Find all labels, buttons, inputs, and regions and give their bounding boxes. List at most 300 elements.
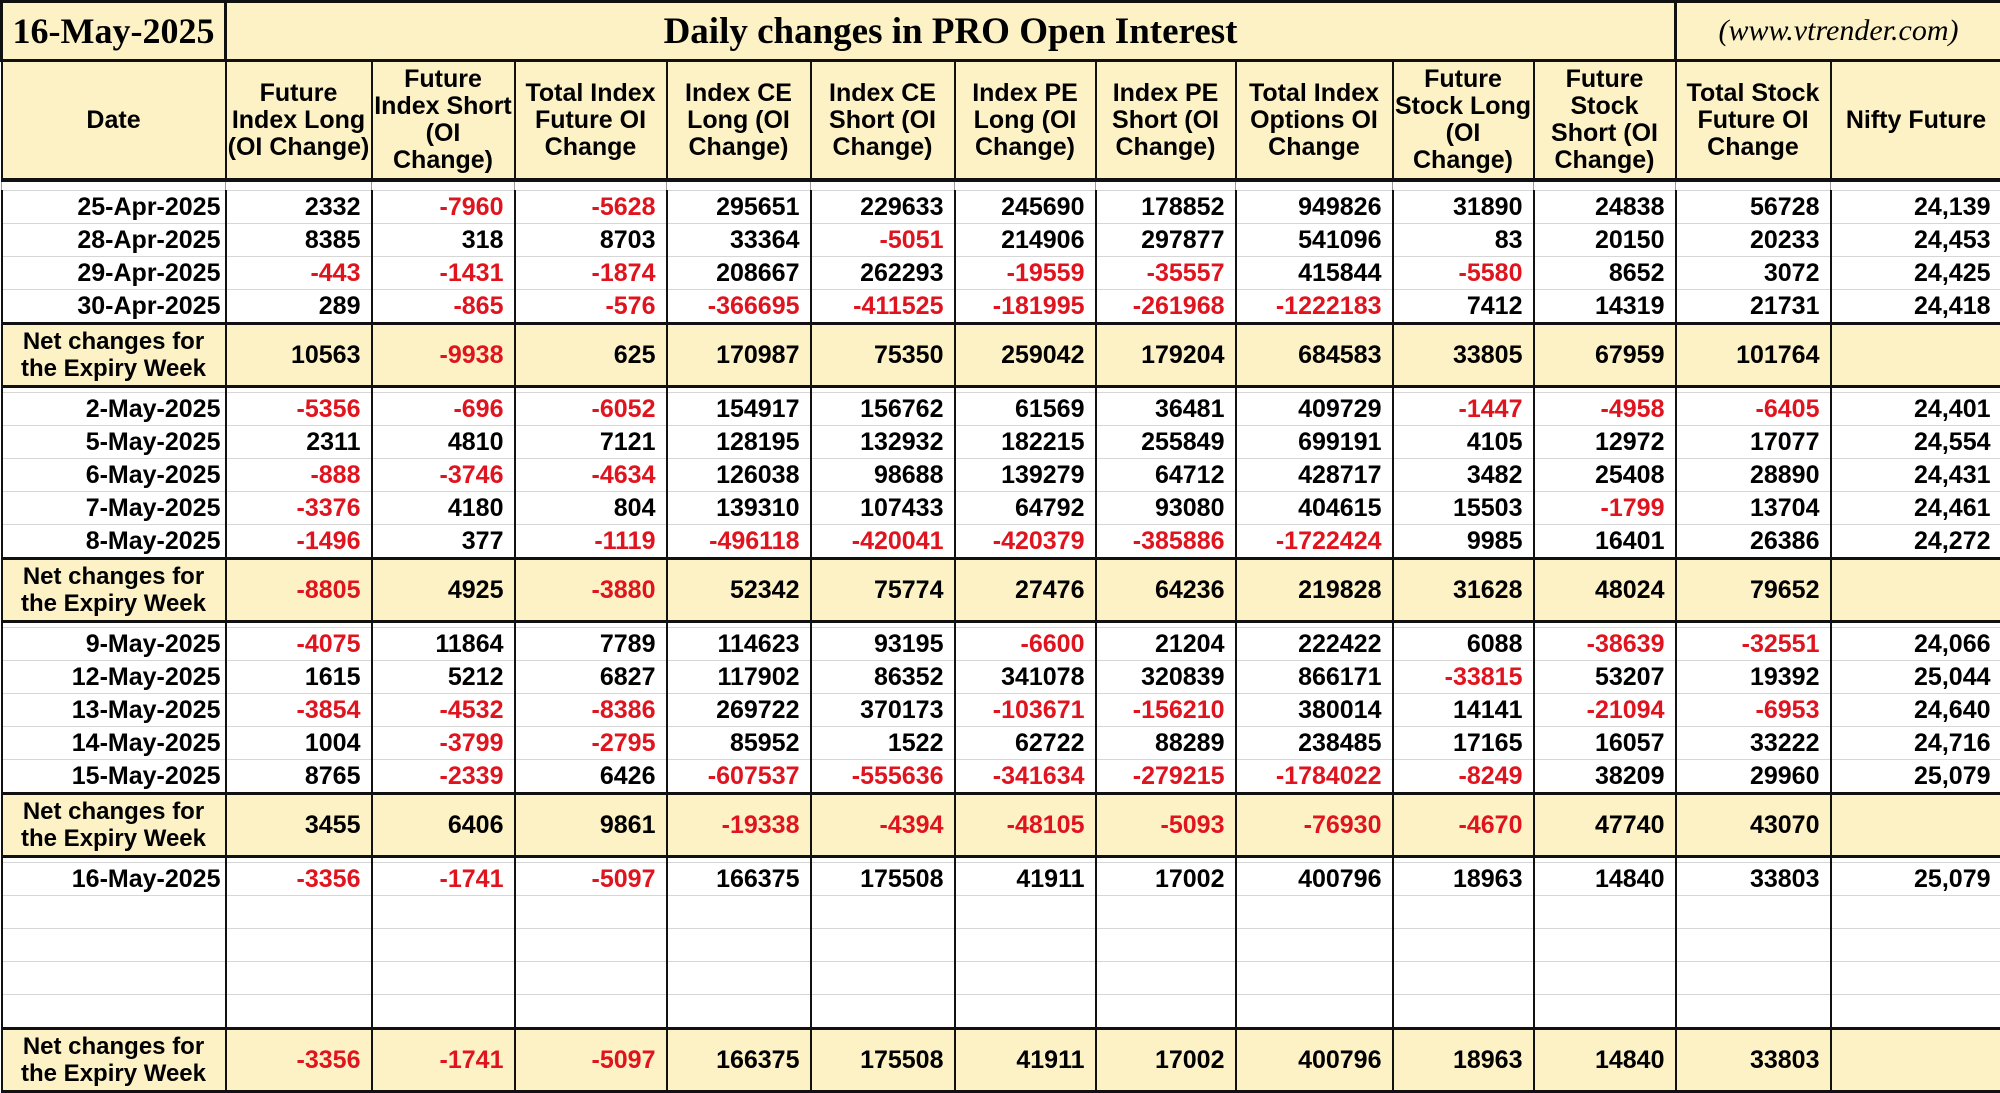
table-cell: -420379	[955, 525, 1096, 559]
table-cell: 24,461	[1831, 492, 2000, 525]
table-cell: 377	[372, 525, 515, 559]
net-change-cell: -8805	[226, 559, 372, 622]
net-change-cell: 4925	[372, 559, 515, 622]
empty-cell	[2, 929, 226, 962]
net-change-cell: 6406	[372, 794, 515, 857]
table-cell: -7960	[372, 191, 515, 224]
table-cell: -279215	[1096, 760, 1236, 794]
row-date: 6-May-2025	[2, 459, 226, 492]
empty-cell	[1831, 929, 2000, 962]
table-cell: -21094	[1534, 694, 1676, 727]
table-cell: 128195	[667, 426, 811, 459]
net-change-cell	[1831, 559, 2000, 622]
table-cell: 117902	[667, 661, 811, 694]
empty-cell	[1676, 995, 1831, 1029]
empty-cell	[372, 962, 515, 995]
table-cell: 13704	[1676, 492, 1831, 525]
table-cell: -35557	[1096, 257, 1236, 290]
table-cell: 24,418	[1831, 290, 2000, 324]
table-cell: 16057	[1534, 727, 1676, 760]
column-header: Total Index Options OI Change	[1236, 61, 1393, 181]
empty-cell	[372, 929, 515, 962]
empty-cell	[1393, 896, 1534, 929]
net-change-label: Net changes for the Expiry Week	[2, 324, 226, 387]
net-change-cell: 47740	[1534, 794, 1676, 857]
empty-cell	[226, 995, 372, 1029]
table-cell: 8385	[226, 224, 372, 257]
empty-cell	[1831, 962, 2000, 995]
table-cell: -103671	[955, 694, 1096, 727]
net-change-cell: 33803	[1676, 1029, 1831, 1092]
net-change-cell: 400796	[1236, 1029, 1393, 1092]
spacer-cell	[1393, 180, 1534, 191]
table-cell: -181995	[955, 290, 1096, 324]
table-cell: 20233	[1676, 224, 1831, 257]
table-cell: 18963	[1393, 863, 1534, 896]
empty-cell	[1096, 896, 1236, 929]
table-row	[2, 290, 2000, 324]
net-change-cell: 17002	[1096, 1029, 1236, 1092]
column-header: Future Index Short (OI Change)	[372, 61, 515, 181]
net-change-row	[2, 559, 2000, 622]
table-cell: -341634	[955, 760, 1096, 794]
table-row	[2, 426, 2000, 459]
table-cell: 53207	[1534, 661, 1676, 694]
net-change-cell: 18963	[1393, 1029, 1534, 1092]
table-cell: -1784022	[1236, 760, 1393, 794]
row-date: 30-Apr-2025	[2, 290, 226, 324]
table-cell: -5097	[515, 863, 667, 896]
table-cell: 229633	[811, 191, 955, 224]
table-cell: 3072	[1676, 257, 1831, 290]
table-cell: 33222	[1676, 727, 1831, 760]
row-date: 12-May-2025	[2, 661, 226, 694]
table-cell: 17077	[1676, 426, 1831, 459]
table-cell: -366695	[667, 290, 811, 324]
column-header: Date	[2, 61, 226, 181]
net-change-cell: 79652	[1676, 559, 1831, 622]
empty-cell	[1534, 896, 1676, 929]
table-cell: 14319	[1534, 290, 1676, 324]
table-cell: 370173	[811, 694, 955, 727]
table-row	[2, 863, 2000, 896]
row-date: 9-May-2025	[2, 628, 226, 661]
column-header: Future Index Long (OI Change)	[226, 61, 372, 181]
net-change-cell: 166375	[667, 1029, 811, 1092]
empty-cell	[1393, 995, 1534, 1029]
table-row	[2, 525, 2000, 559]
table-cell: -6600	[955, 628, 1096, 661]
table-cell: 25,079	[1831, 760, 2000, 794]
table-cell: 24,272	[1831, 525, 2000, 559]
net-change-cell: 179204	[1096, 324, 1236, 387]
spacer-cell	[955, 180, 1096, 191]
table-cell: 269722	[667, 694, 811, 727]
table-cell: -3376	[226, 492, 372, 525]
table-cell: 4105	[1393, 426, 1534, 459]
empty-cell	[955, 929, 1096, 962]
table-cell: 297877	[1096, 224, 1236, 257]
table-cell: 8703	[515, 224, 667, 257]
empty-cell	[1393, 962, 1534, 995]
table-cell: 24,453	[1831, 224, 2000, 257]
row-date: 14-May-2025	[2, 727, 226, 760]
table-cell: -696	[372, 393, 515, 426]
empty-row	[2, 962, 2000, 995]
spacer-cell	[226, 180, 372, 191]
table-cell: 98688	[811, 459, 955, 492]
table-cell: 24,431	[1831, 459, 2000, 492]
net-change-cell: -4394	[811, 794, 955, 857]
table-cell: 24,554	[1831, 426, 2000, 459]
table-cell: 83	[1393, 224, 1534, 257]
spacer-cell	[1236, 180, 1393, 191]
empty-cell	[1096, 929, 1236, 962]
table-cell: -865	[372, 290, 515, 324]
table-cell: 62722	[955, 727, 1096, 760]
net-change-cell: 67959	[1534, 324, 1676, 387]
table-cell: 24838	[1534, 191, 1676, 224]
table-cell: -156210	[1096, 694, 1236, 727]
table-cell: 6827	[515, 661, 667, 694]
spacer-cell	[1676, 180, 1831, 191]
table-cell: 29960	[1676, 760, 1831, 794]
net-change-cell: -5097	[515, 1029, 667, 1092]
table-cell: -1874	[515, 257, 667, 290]
table-cell: 38209	[1534, 760, 1676, 794]
table-cell: -4075	[226, 628, 372, 661]
column-header: Index CE Long (OI Change)	[667, 61, 811, 181]
table-cell: 93195	[811, 628, 955, 661]
net-change-cell: 75350	[811, 324, 955, 387]
table-row	[2, 661, 2000, 694]
table-cell: 17002	[1096, 863, 1236, 896]
table-row	[2, 257, 2000, 290]
table-cell: 24,716	[1831, 727, 2000, 760]
column-header: Future Stock Long (OI Change)	[1393, 61, 1534, 181]
table-cell: -1222183	[1236, 290, 1393, 324]
table-cell: 3482	[1393, 459, 1534, 492]
empty-cell	[515, 929, 667, 962]
empty-cell	[1096, 995, 1236, 1029]
empty-row	[2, 995, 2000, 1029]
empty-cell	[515, 896, 667, 929]
table-cell: -1119	[515, 525, 667, 559]
table-cell: -1799	[1534, 492, 1676, 525]
table-cell: 64792	[955, 492, 1096, 525]
table-cell: -1496	[226, 525, 372, 559]
table-cell: 24,139	[1831, 191, 2000, 224]
table-cell: -1722424	[1236, 525, 1393, 559]
table-cell: -888	[226, 459, 372, 492]
table-cell: 380014	[1236, 694, 1393, 727]
table-cell: 25408	[1534, 459, 1676, 492]
table-cell: -8386	[515, 694, 667, 727]
table-cell: 541096	[1236, 224, 1393, 257]
column-header: Index CE Short (OI Change)	[811, 61, 955, 181]
table-cell: -443	[226, 257, 372, 290]
table-cell: 8765	[226, 760, 372, 794]
table-cell: 318	[372, 224, 515, 257]
row-date: 29-Apr-2025	[2, 257, 226, 290]
table-cell: 866171	[1236, 661, 1393, 694]
table-cell: -2339	[372, 760, 515, 794]
net-change-label: Net changes for the Expiry Week	[2, 1029, 226, 1092]
empty-cell	[667, 995, 811, 1029]
net-change-cell: -3880	[515, 559, 667, 622]
table-cell: -5356	[226, 393, 372, 426]
table-cell: 24,401	[1831, 393, 2000, 426]
empty-cell	[226, 929, 372, 962]
net-change-cell: 684583	[1236, 324, 1393, 387]
spacer-cell	[2, 180, 226, 191]
net-change-cell: 170987	[667, 324, 811, 387]
table-cell: 25,044	[1831, 661, 2000, 694]
table-cell: 41911	[955, 863, 1096, 896]
empty-cell	[515, 962, 667, 995]
table-cell: -3854	[226, 694, 372, 727]
report-date: 16-May-2025	[2, 2, 226, 61]
net-change-cell: 41911	[955, 1029, 1096, 1092]
table-cell: 19392	[1676, 661, 1831, 694]
table-cell: 2332	[226, 191, 372, 224]
empty-cell	[811, 995, 955, 1029]
table-cell: 85952	[667, 727, 811, 760]
net-change-cell: -76930	[1236, 794, 1393, 857]
table-cell: -4532	[372, 694, 515, 727]
empty-cell	[1096, 962, 1236, 995]
table-cell: -555636	[811, 760, 955, 794]
net-change-cell: 175508	[811, 1029, 955, 1092]
table-cell: 114623	[667, 628, 811, 661]
net-change-cell: 64236	[1096, 559, 1236, 622]
table-cell: -4634	[515, 459, 667, 492]
table-row	[2, 694, 2000, 727]
spacer-cell	[667, 180, 811, 191]
spacer-cell	[1096, 180, 1236, 191]
table-cell: 415844	[1236, 257, 1393, 290]
table-cell: 255849	[1096, 426, 1236, 459]
table-cell: 238485	[1236, 727, 1393, 760]
table-cell: 7412	[1393, 290, 1534, 324]
net-change-cell: 27476	[955, 559, 1096, 622]
table-cell: 139279	[955, 459, 1096, 492]
table-cell: -1431	[372, 257, 515, 290]
table-cell: 295651	[667, 191, 811, 224]
empty-cell	[1236, 896, 1393, 929]
table-cell: 20150	[1534, 224, 1676, 257]
spacer-cell	[515, 180, 667, 191]
empty-cell	[1831, 896, 2000, 929]
empty-cell	[372, 995, 515, 1029]
table-row	[2, 191, 2000, 224]
row-date: 2-May-2025	[2, 393, 226, 426]
net-change-cell: 33805	[1393, 324, 1534, 387]
table-cell: 262293	[811, 257, 955, 290]
row-date: 7-May-2025	[2, 492, 226, 525]
table-cell: 139310	[667, 492, 811, 525]
table-cell: -32551	[1676, 628, 1831, 661]
table-row	[2, 224, 2000, 257]
table-cell: 7121	[515, 426, 667, 459]
empty-cell	[226, 962, 372, 995]
spacer-cell	[811, 180, 955, 191]
net-change-cell: 3455	[226, 794, 372, 857]
column-header: Total Index Future OI Change	[515, 61, 667, 181]
table-cell: 11864	[372, 628, 515, 661]
table-cell: 1522	[811, 727, 955, 760]
column-header: Nifty Future	[1831, 61, 2000, 181]
empty-cell	[667, 929, 811, 962]
table-cell: 400796	[1236, 863, 1393, 896]
table-row	[2, 628, 2000, 661]
table-cell: 245690	[955, 191, 1096, 224]
table-cell: 15503	[1393, 492, 1534, 525]
table-cell: 5212	[372, 661, 515, 694]
table-cell: 156762	[811, 393, 955, 426]
table-cell: -3746	[372, 459, 515, 492]
table-cell: 4810	[372, 426, 515, 459]
table-cell: -385886	[1096, 525, 1236, 559]
net-change-cell: -1741	[372, 1029, 515, 1092]
empty-row	[2, 896, 2000, 929]
column-header: Index PE Long (OI Change)	[955, 61, 1096, 181]
table-cell: 699191	[1236, 426, 1393, 459]
table-cell: 208667	[667, 257, 811, 290]
spacer-row	[2, 180, 2000, 191]
empty-row	[2, 929, 2000, 962]
table-cell: 222422	[1236, 628, 1393, 661]
column-header: Total Stock Future OI Change	[1676, 61, 1831, 181]
net-change-row	[2, 1029, 2000, 1092]
table-cell: 126038	[667, 459, 811, 492]
net-change-cell: 9861	[515, 794, 667, 857]
row-date: 8-May-2025	[2, 525, 226, 559]
table-cell: 28890	[1676, 459, 1831, 492]
table-cell: -5628	[515, 191, 667, 224]
table-cell: 56728	[1676, 191, 1831, 224]
table-cell: 9985	[1393, 525, 1534, 559]
table-cell: -261968	[1096, 290, 1236, 324]
table-cell: 404615	[1236, 492, 1393, 525]
net-change-cell: 10563	[226, 324, 372, 387]
table-cell: -5051	[811, 224, 955, 257]
table-cell: 33803	[1676, 863, 1831, 896]
table-cell: -3799	[372, 727, 515, 760]
table-cell: -496118	[667, 525, 811, 559]
net-change-cell: -4670	[1393, 794, 1534, 857]
net-change-cell: 48024	[1534, 559, 1676, 622]
table-cell: -19559	[955, 257, 1096, 290]
row-date: 28-Apr-2025	[2, 224, 226, 257]
table-cell: 289	[226, 290, 372, 324]
column-header: Future Stock Short (OI Change)	[1534, 61, 1676, 181]
empty-cell	[811, 962, 955, 995]
empty-cell	[2, 995, 226, 1029]
table-cell: 949826	[1236, 191, 1393, 224]
net-change-cell: 101764	[1676, 324, 1831, 387]
table-cell: -3356	[226, 863, 372, 896]
net-change-cell: -5093	[1096, 794, 1236, 857]
table-row	[2, 727, 2000, 760]
table-cell: 175508	[811, 863, 955, 896]
table-cell: 166375	[667, 863, 811, 896]
table-cell: 132932	[811, 426, 955, 459]
table-cell: 12972	[1534, 426, 1676, 459]
table-cell: -8249	[1393, 760, 1534, 794]
table-cell: 26386	[1676, 525, 1831, 559]
table-cell: 33364	[667, 224, 811, 257]
table-cell: 182215	[955, 426, 1096, 459]
row-date: 13-May-2025	[2, 694, 226, 727]
table-cell: 320839	[1096, 661, 1236, 694]
net-change-cell: -19338	[667, 794, 811, 857]
row-date: 15-May-2025	[2, 760, 226, 794]
net-change-row	[2, 794, 2000, 857]
empty-cell	[1236, 962, 1393, 995]
table-cell: 8652	[1534, 257, 1676, 290]
table-cell: -6052	[515, 393, 667, 426]
table-cell: 31890	[1393, 191, 1534, 224]
table-cell: 25,079	[1831, 863, 2000, 896]
row-date: 25-Apr-2025	[2, 191, 226, 224]
empty-cell	[1676, 929, 1831, 962]
empty-cell	[667, 896, 811, 929]
table-cell: 6426	[515, 760, 667, 794]
empty-cell	[955, 995, 1096, 1029]
table-cell: -1741	[372, 863, 515, 896]
table-cell: 16401	[1534, 525, 1676, 559]
table-cell: -1447	[1393, 393, 1534, 426]
net-change-cell: 52342	[667, 559, 811, 622]
table-cell: 154917	[667, 393, 811, 426]
site-credit: (www.vtrender.com)	[1676, 2, 2000, 61]
table-cell: 14840	[1534, 863, 1676, 896]
empty-cell	[2, 896, 226, 929]
net-change-cell: 259042	[955, 324, 1096, 387]
table-cell: -38639	[1534, 628, 1676, 661]
table-cell: -420041	[811, 525, 955, 559]
empty-cell	[1393, 929, 1534, 962]
net-change-cell: 31628	[1393, 559, 1534, 622]
table-cell: -4958	[1534, 393, 1676, 426]
empty-cell	[667, 962, 811, 995]
table-cell: -33815	[1393, 661, 1534, 694]
table-cell: 21204	[1096, 628, 1236, 661]
table-cell: 14141	[1393, 694, 1534, 727]
table-cell: 36481	[1096, 393, 1236, 426]
table-cell: -411525	[811, 290, 955, 324]
net-change-row	[2, 324, 2000, 387]
table-row	[2, 459, 2000, 492]
table-cell: -6953	[1676, 694, 1831, 727]
table-row	[2, 492, 2000, 525]
table-cell: 6088	[1393, 628, 1534, 661]
net-change-cell	[1831, 324, 2000, 387]
table-cell: 17165	[1393, 727, 1534, 760]
net-change-cell: 75774	[811, 559, 955, 622]
table-cell: -5580	[1393, 257, 1534, 290]
empty-cell	[811, 896, 955, 929]
net-change-cell	[1831, 1029, 2000, 1092]
table-cell: 2311	[226, 426, 372, 459]
empty-cell	[1534, 995, 1676, 1029]
net-change-cell	[1831, 794, 2000, 857]
table-cell: 4180	[372, 492, 515, 525]
table-cell: 24,425	[1831, 257, 2000, 290]
table-cell: 1004	[226, 727, 372, 760]
net-change-cell: 43070	[1676, 794, 1831, 857]
